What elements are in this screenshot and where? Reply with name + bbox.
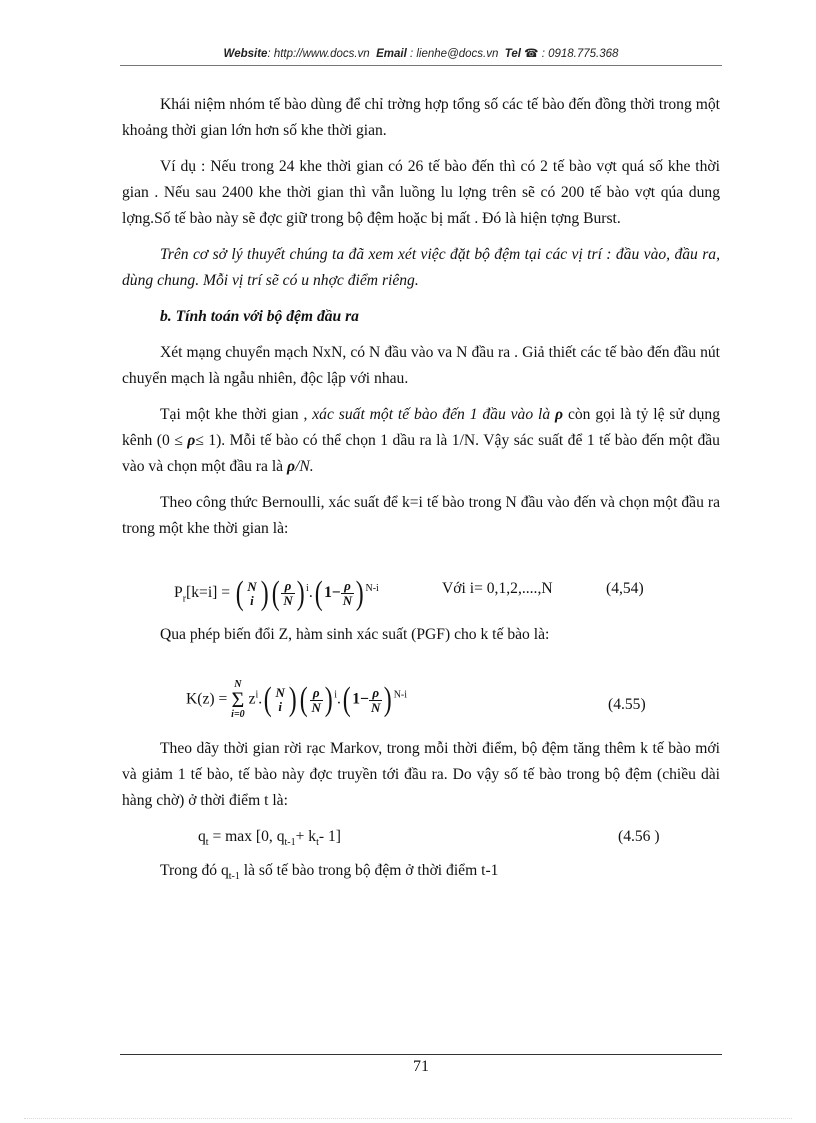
paragraph-3: Trên cơ sở lý thuyết chúng ta đã xem xét việc đặt bộ đệm tại các vị trí : đầu vào, đầu ra, dùng chung. Mỗi vị trí sẽ có u nhợc điểm riêng. [122, 246, 720, 289]
paragraph-6: Theo công thức Bernoulli, xác suất để k=i tế bào trong N đầu vào đến và chọn một đầu ra trong một khe thời gian là: [122, 494, 720, 537]
p5-part-b: xác suất một tế bào đến 1 đầu vào là [312, 406, 551, 423]
rho-over-n: $\frac{\rho}{N}$ [370, 684, 381, 715]
website-value: : http://www.docs.vn [267, 48, 370, 60]
paragraph-1: Khái niệm nhóm tế bào dùng để chỉ trờng hợp tổng số các tế bào đến đồng thời trong một khoảng thời gian lớn hơn số khe thời gian. [122, 96, 720, 139]
footer-divider [120, 1054, 722, 1055]
equation-condition: Với i= 0,1,2,....,N [442, 580, 553, 597]
rho-over-n: $\frac{\rho}{N}$ [342, 578, 353, 609]
equation-4-54 [122, 560, 720, 614]
equation-4-55 [122, 670, 720, 728]
binomial: N i [275, 685, 285, 714]
rho-symbol: ρ [286, 458, 296, 475]
paragraph-9: Trong đó $q_{t-1}$ là số tế bào trong bộ đệm ở thời điểm t-1 [160, 862, 499, 883]
equation-body: K(z) = N Σ i=0 $z^i$.( N i )( $\frac{\rho}{N}$ ) $^i$.( 1− $\frac{\rho}{N}$ ) $^{N-i}$ [186, 679, 408, 720]
header-divider [120, 65, 722, 66]
equation-number: (4,54) [606, 580, 644, 597]
equation-number: (4.56 ) [618, 828, 660, 845]
rho-over-n: $\frac{\rho}{N}$ [283, 578, 293, 609]
equation-body: $q_t = \max [0$, $q_{t-1}+ k_t-$ 1] [198, 828, 341, 849]
tel-label: Tel [504, 48, 521, 60]
p5-part-c: còn gọi là tỷ lệ sử dụng kênh (0 ≤ [122, 406, 720, 449]
document-body [122, 92, 720, 900]
page-bottom-edge [24, 1118, 792, 1119]
equation-4-56 [122, 824, 720, 858]
paragraph-2: Ví dụ : Nếu trong 24 khe thời gian có 26 tế bào đến thì có 2 tế bào vợt quá số khe thời gian . Nếu sau 2400 khe thời gian thì vẫn luồng lu lợng trên sẽ có 200 tế bào vợt qúa dung lợng.Số tế bào này sẽ đợc giữ trong bộ đệm hoặc bị mất . Đó là hiện tợng Burst. [122, 158, 720, 227]
website-label: Website [223, 48, 268, 60]
sum-symbol: N Σ i=0 [231, 679, 245, 720]
rho-symbol: ρ [555, 406, 564, 423]
email-value: : lienhe@docs.vn [409, 48, 499, 60]
p5-part-a: Tại một khe thời gian , [160, 406, 313, 423]
paragraph-4: Xét mạng chuyển mạch NxN, có N đầu vào va N đầu ra . Giả thiết các tế bào đến đầu nút chuyển mạch là ngẫu nhiên, độc lập với nhau. [122, 344, 720, 387]
equation-number: (4.55) [608, 696, 646, 713]
email-label: Email [376, 48, 407, 60]
paragraph-7: Qua phép biến đổi Z, hàm sinh xác suất (PGF) cho k tế bào là: [160, 626, 550, 643]
page-number: 71 [413, 1058, 429, 1075]
p5-part-d: ≤ 1). Mỗi tế bào có thể chọn 1 dầu ra là 1/N. Vậy sác suất để 1 tế bào đến một đầu vào và chọn một đầu ra là [122, 432, 720, 475]
rho-symbol: ρ [187, 432, 196, 449]
paragraph-5 [122, 402, 720, 480]
paragraph-8: Theo dãy thời gian rời rạc Markov, trong mỗi thời điểm, bộ đệm tăng thêm k tế bào mới và giảm 1 tế bào, tế bào này đợc truyền tới đầu ra. Do vậy số tế bào trong bộ đệm (chiều dài hàng chờ) ở thời điểm t là: [122, 740, 720, 809]
section-heading: b. Tính toán với bộ đệm đầu ra [160, 308, 359, 325]
equation-body: $P_r[k=i]$ = ( N i )( $\frac{\rho}{N}$ ) $^i$.( 1− $\frac{\rho}{N}$ ) $^{N-i}$ [174, 574, 379, 612]
p5-part-e: /N. [295, 458, 314, 475]
page-header [120, 46, 722, 60]
binomial: N i [247, 578, 257, 608]
rho-over-n: $\frac{\rho}{N}$ [311, 684, 321, 715]
tel-value: ☎ : 0918.775.368 [524, 48, 619, 60]
